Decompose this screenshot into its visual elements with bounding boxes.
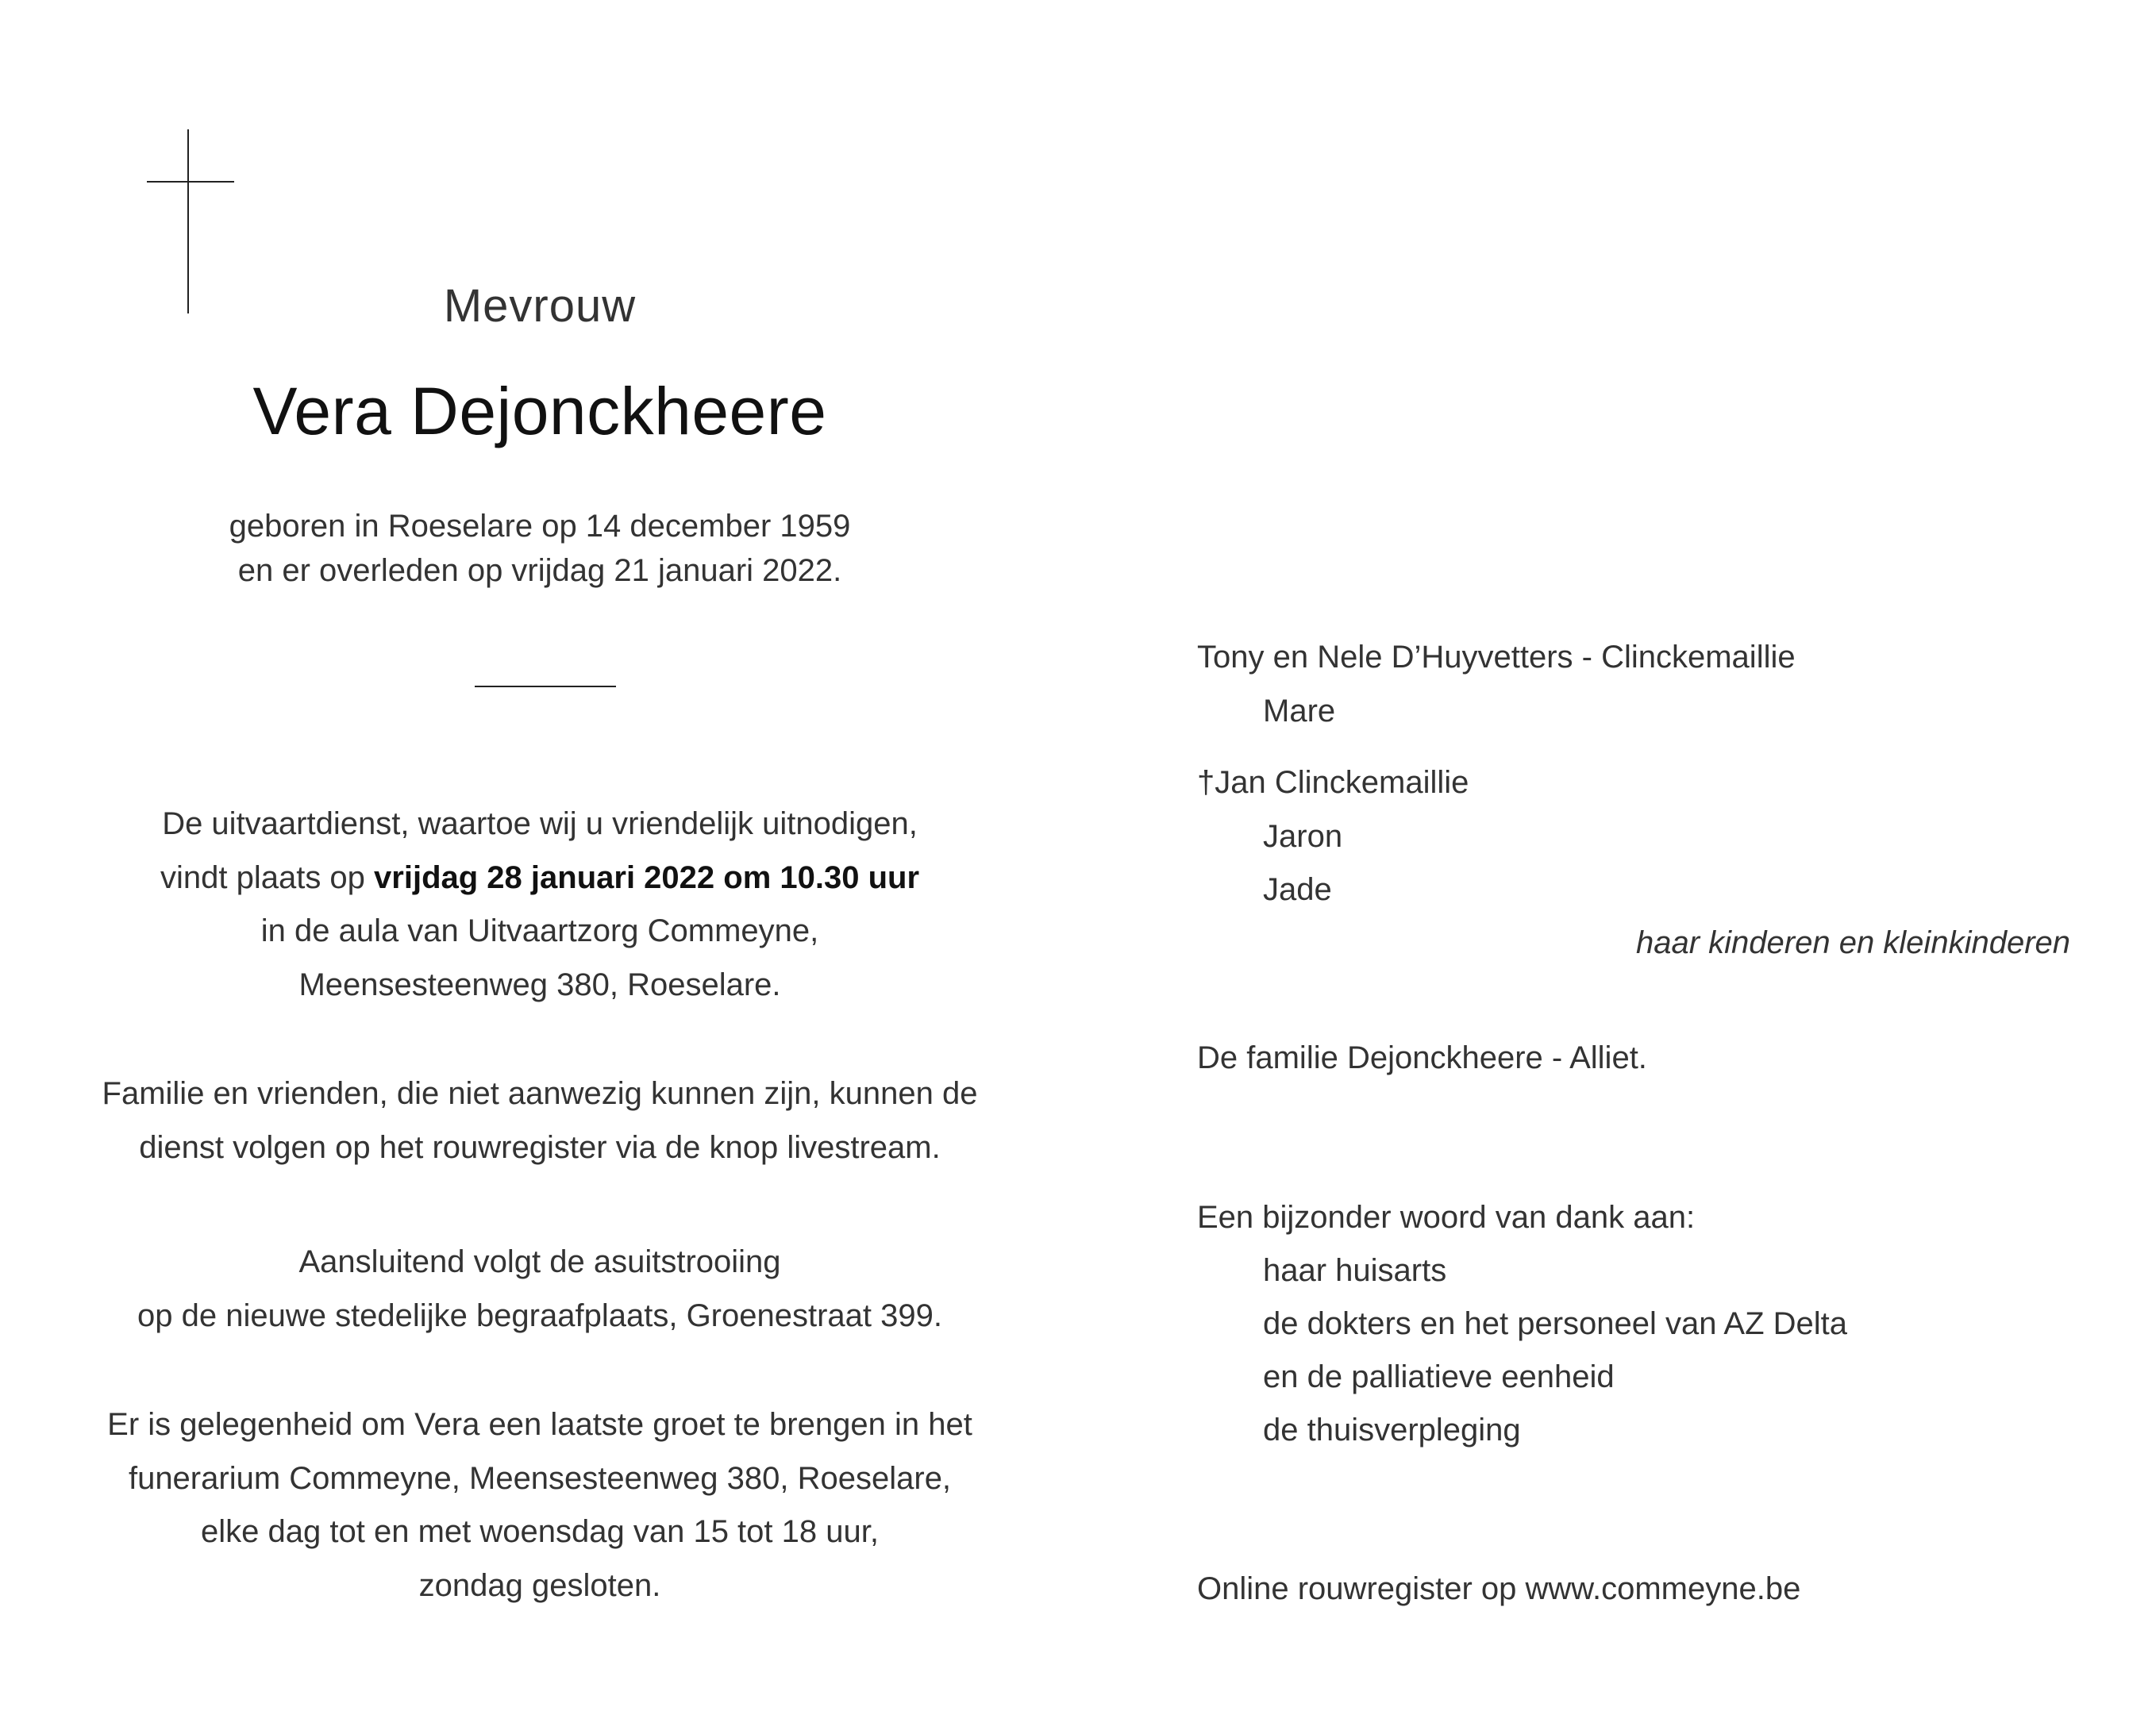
- family-signature: haar kinderen en kleinkinderen: [1635, 925, 2070, 960]
- birth-death-dates: [64, 504, 1016, 593]
- family-grandchild-3: Jade: [1263, 872, 1332, 907]
- service-line-2: vindt plaats op vrijdag 28 januari 2022 om 10.30 uur: [160, 859, 920, 895]
- visit-line-3: elke dag tot en met woensdag van 15 tot 18 uur,: [201, 1514, 879, 1549]
- service-line-3: in de aula van Uitvaartzorg Commeyne,: [260, 913, 819, 948]
- thanks-item: en de palliatieve eenheid: [1263, 1359, 1615, 1394]
- service-announcement: [64, 798, 1016, 1012]
- deceased-name: Vera Dejonckheere: [252, 374, 827, 448]
- separator-line: [475, 686, 616, 687]
- thanks-item: haar huisarts: [1263, 1253, 1447, 1288]
- livestream-line-1: Familie en vrienden, die niet aanwezig kunnen zijn, kunnen de: [102, 1076, 978, 1111]
- visit-line-2: funerarium Commeyne, Meensesteenweg 380, Roeselare,: [128, 1460, 952, 1496]
- family-column: [1197, 0, 2070, 1734]
- title-prefix: Mevrouw: [443, 280, 637, 332]
- ashes-notice: [64, 1236, 1016, 1343]
- service-date-time: vrijdag 28 januari 2022 om 10.30 uur: [374, 859, 920, 895]
- family-grandchild-1: Mare: [1263, 694, 1336, 729]
- thanks-heading: Een bijzonder woord van dank aan:: [1197, 1200, 1696, 1235]
- visit-line-1: Er is gelegenheid om Vera een laatste groet te brengen in het: [107, 1407, 972, 1442]
- livestream-notice: [64, 1067, 1016, 1175]
- online-register: Online rouwregister op www.commeyne.be: [1197, 1571, 1801, 1606]
- ashes-line-2: op de nieuwe stedelijke begraafplaats, Groenestraat 399.: [137, 1298, 942, 1333]
- born-line: geboren in Roeselare op 14 december 1959: [229, 509, 851, 544]
- service-line-1: De uitvaartdienst, waartoe wij u vriendelijk uitnodigen,: [162, 806, 918, 841]
- visit-line-4: zondag gesloten.: [418, 1567, 661, 1603]
- livestream-line-2: dienst volgen op het rouwregister via de knop livestream.: [139, 1129, 941, 1165]
- thanks-item: de thuisverpleging: [1263, 1413, 1521, 1448]
- family-child-2: †Jan Clinckemaillie: [1197, 765, 1469, 800]
- family-grandchild-2: Jaron: [1263, 819, 1343, 854]
- thanks-item: de dokters en het personeel van AZ Delta: [1263, 1306, 1848, 1341]
- visit-notice: [64, 1398, 1016, 1613]
- family-extended: De familie Dejonckheere - Alliet.: [1197, 1040, 1647, 1075]
- service-line-4: Meensesteenweg 380, Roeselare.: [298, 967, 781, 1002]
- family-child-1: Tony en Nele D’Huyvetters - Clinckemaillie: [1197, 640, 1796, 675]
- died-line: en er overleden op vrijdag 21 januari 2022.: [237, 553, 842, 588]
- ashes-line-1: Aansluitend volgt de asuitstrooiing: [298, 1244, 781, 1279]
